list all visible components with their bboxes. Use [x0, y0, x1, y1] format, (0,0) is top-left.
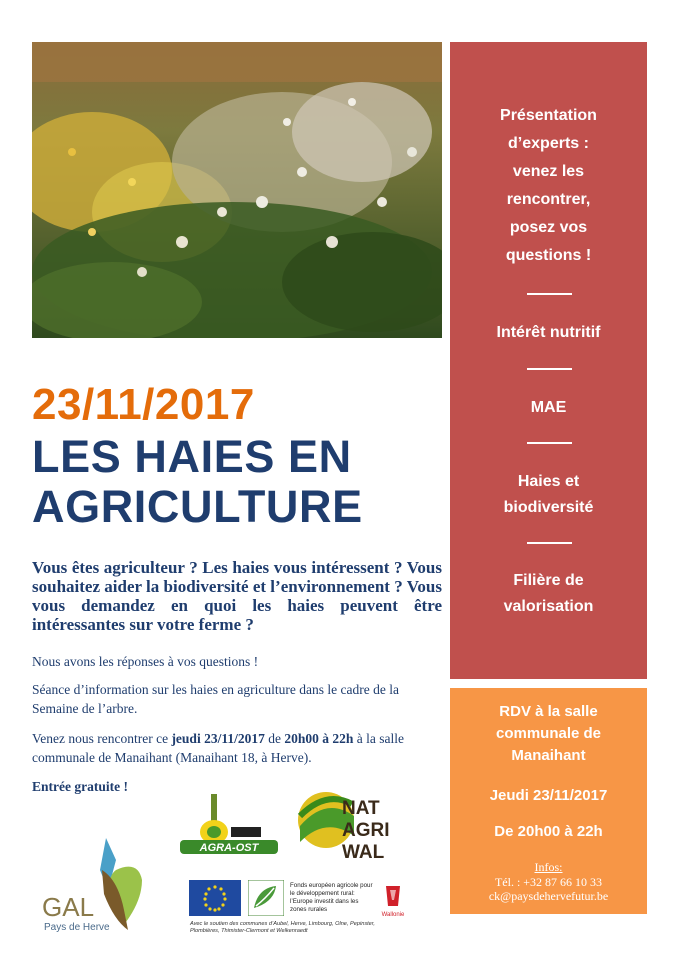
experts-line-1: Présentation — [500, 107, 597, 124]
experts-line-6: questions ! — [505, 247, 592, 264]
wallonie-text: Wallonie — [381, 912, 405, 918]
wallonie-logo — [378, 878, 408, 920]
intro-text: Vous êtes agriculteur ? Les haies vous intéressent ? Vous souhaitez aider la biodiversité et l’environnement ? Vous vous demandez en quoi les haies peuvent être intéressantes sur votre ferme ? — [32, 558, 442, 634]
topic-valorisation-1: Filière de — [513, 572, 584, 589]
natagriwal-logo — [296, 786, 406, 866]
free-entry: Entrée gratuite ! — [32, 779, 128, 794]
topic-nutrition: Intérêt nutritif — [496, 324, 601, 341]
event-date: 23/11/2017 — [32, 380, 255, 429]
rdv-day: Jeudi 23/11/2017 — [489, 787, 608, 804]
separator — [527, 368, 572, 370]
gal-subtext: Pays de Herve — [44, 922, 110, 933]
phone-number: Tél. : +32 87 66 10 33 — [494, 875, 603, 889]
natagriwal-text-1: NAT — [342, 798, 380, 819]
feader-line-4: zones rurales — [290, 906, 328, 913]
meeting-text: Venez nous rencontrer ce jeudi 23/11/2017 de 20h00 à 22h à la salle communale de Manaihant (Manaihant 18, à Herve). — [32, 731, 404, 765]
feader-line-3: l’Europe investit dans les — [290, 898, 359, 905]
leader-logo — [248, 880, 284, 916]
page-title — [32, 432, 363, 532]
natagriwal-text-3: WAL — [342, 842, 385, 863]
support-caption — [190, 921, 410, 935]
experts-panel — [450, 42, 647, 679]
separator — [527, 542, 572, 544]
separator — [527, 442, 572, 444]
hedge-photo — [32, 42, 442, 338]
experts-line-5: posez vos — [509, 219, 588, 236]
email-link[interactable]: ck@paysdehervefutur.be — [488, 889, 609, 903]
gal-text: GAL — [42, 892, 95, 922]
rdv-line-3: Manaihant — [511, 747, 586, 764]
separator — [527, 293, 572, 295]
experts-line-3: venez les — [512, 163, 585, 180]
title-line-1: LES HAIES EN — [32, 431, 352, 482]
topic-valorisation-2: valorisation — [503, 598, 594, 615]
topic-mae: MAE — [530, 399, 567, 416]
rdv-hours: De 20h00 à 22h — [494, 823, 603, 840]
rdv-panel — [450, 688, 647, 914]
session-text: Séance d’information sur les haies en agriculture dans le cadre de la Semaine de l’arbre. — [32, 682, 399, 716]
rdv-line-1: RDV à la salle — [499, 703, 598, 720]
answers-text: Nous avons les réponses à vos questions ! — [32, 654, 259, 669]
topic-biodiversity-2: biodiversité — [503, 499, 594, 516]
support-line-1: Avec le soutien des communes d’Aubel, Herve, Limbourg, Olne, Pepinster, — [190, 921, 375, 927]
natagriwal-text-2: AGRI — [342, 820, 390, 841]
experts-line-2: d’experts : — [508, 135, 589, 152]
feader-caption — [290, 882, 380, 918]
rdv-line-2: communale de — [495, 725, 602, 742]
eu-flag-icon — [189, 880, 241, 916]
feader-line-2: le développement rural: — [290, 890, 355, 897]
topic-biodiversity-1: Haies et — [517, 473, 580, 490]
agra-ost-logo — [176, 792, 282, 858]
title-line-2: AGRICULTURE — [32, 481, 363, 532]
feader-line-1: Fonds européen agricole pour — [290, 882, 373, 889]
support-line-2: Plombières, Thimister-Clermont et Welkenraedt — [190, 928, 308, 934]
experts-line-4: rencontrer, — [506, 191, 591, 208]
infos-label: Infos: — [534, 860, 563, 874]
agra-ost-text: AGRA-OST — [199, 842, 259, 854]
gal-logo — [38, 830, 158, 940]
